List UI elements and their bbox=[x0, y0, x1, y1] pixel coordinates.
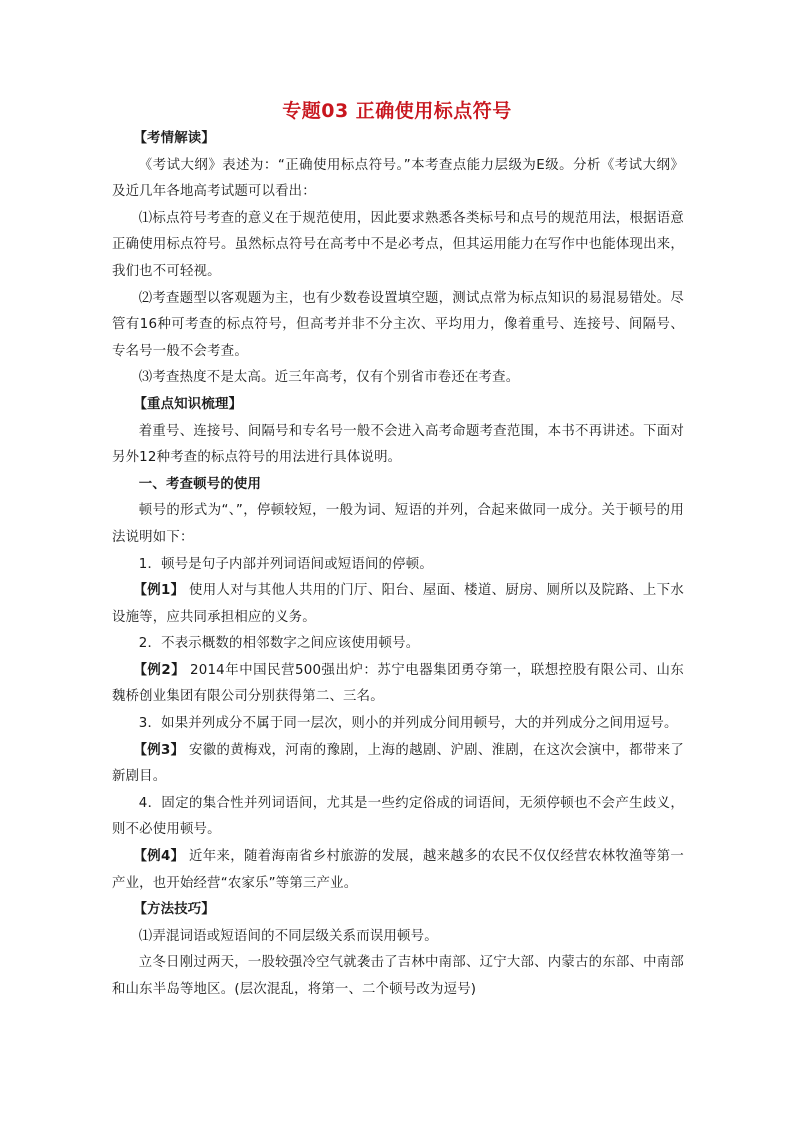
example-4 bbox=[112, 844, 684, 897]
tip-1: ⑴弄混词语或短语间的不同层级关系而误用顿号。 bbox=[138, 928, 438, 944]
example-1-text: 使用人对与其他人共用的门厅、阳台、屋面、楼道、厨房、厕所以及院路、上下水设施等，应共同承担相应的义务。 bbox=[112, 583, 684, 625]
example-4-text: 近年来，随着海南省乡村旅游的发展，越来越多的农民不仅仅经营农林牧渔等第一产业，也开始经营“农家乐”等第三产业。 bbox=[112, 849, 684, 891]
example-3 bbox=[112, 738, 684, 791]
example-2-text: 2014年中国民营500强出炉：苏宁电器集团勇夺第一，联想控股有限公司、山东魏桥创业集团有限公司分别获得第二、三名。 bbox=[112, 662, 684, 705]
paragraph-point-1: ⑴标点符号考查的意义在于规范使用，因此要求熟悉各类标号和点号的规范用法，根据语意正确使用标点符号。虽然标点符号在高考中不是必考点，但其运用能力在写作中也能体现出来，我们也不可轻视。 bbox=[112, 210, 684, 279]
example-3-text: 安徽的黄梅戏，河南的豫剧，上海的越剧、沪剧、淮剧，在这次会演中，都带来了新剧目。 bbox=[112, 742, 684, 785]
section-heading-zhongdian: 【重点知识梳理】 bbox=[133, 396, 243, 412]
page-title: 专题03 正确使用标点符号 bbox=[282, 100, 512, 122]
document-body bbox=[112, 126, 684, 1004]
section-heading-fangfa: 【方法技巧】 bbox=[133, 902, 215, 918]
section-heading-kaoqing: 【考情解读】 bbox=[133, 131, 215, 146]
example-2 bbox=[112, 658, 684, 711]
tip-1-example: 立冬日刚过两天，一股较强冷空气就袭击了吉林中南部、辽宁大部、内蒙古的东部、中南部和山东半岛等地区。(层次混乱，将第一、二个顿号改为逗号) bbox=[112, 955, 684, 997]
example-2-tag: 【例2】 bbox=[133, 662, 186, 678]
example-4-tag: 【例4】 bbox=[133, 849, 185, 865]
rule-1: 1．顿号是句子内部并列词语间或短语间的停顿。 bbox=[138, 556, 433, 572]
paragraph-zhongdian: 着重号、连接号、间隔号和专名号一般不会进入高考命题考查范围，本书不再讲述。下面对另外12种考查的标点符号的用法进行具体说明。 bbox=[112, 423, 684, 466]
rule-4: 4．固定的集合性并列词语间，尤其是一些约定俗成的词语间，无须停顿也不会产生歧义，则不必使用顿号。 bbox=[112, 795, 684, 838]
rule-2: 2．不表示概数的相邻数字之间应该使用顿号。 bbox=[138, 636, 420, 652]
example-3-tag: 【例3】 bbox=[133, 742, 185, 758]
example-1-tag: 【例1】 bbox=[133, 583, 185, 599]
paragraph-intro: 《考试大纲》表述为：“正确使用标点符号。”本考查点能力层级为E级。分析《考试大纲》及近几年各地高考试题可以看出： bbox=[112, 157, 684, 200]
paragraph-point-2: ⑵考查题型以客观题为主，也有少数卷设置填空题，测试点常为标点知识的易混易错处。尽管有16种可考查的标点符号，但高考并非不分主次、平均用力，像着重号、连接号、间隔号、专名号一般不会考查。 bbox=[112, 290, 684, 359]
subsection-heading-dunhao: 一、考查顿号的使用 bbox=[138, 476, 262, 492]
paragraph-dunhao-intro: 顿号的形式为“、”，停顿较短，一般为词、短语的并列，合起来做同一成分。关于顿号的用法说明如下： bbox=[112, 503, 684, 545]
paragraph-point-3: ⑶考查热度不是太高。近三年高考，仅有个别省市卷还在考查。 bbox=[138, 370, 520, 386]
rule-3: 3．如果并列成分不属于同一层次，则小的并列成分间用顿号，大的并列成分之间用逗号。 bbox=[138, 716, 678, 732]
example-1 bbox=[112, 578, 684, 631]
